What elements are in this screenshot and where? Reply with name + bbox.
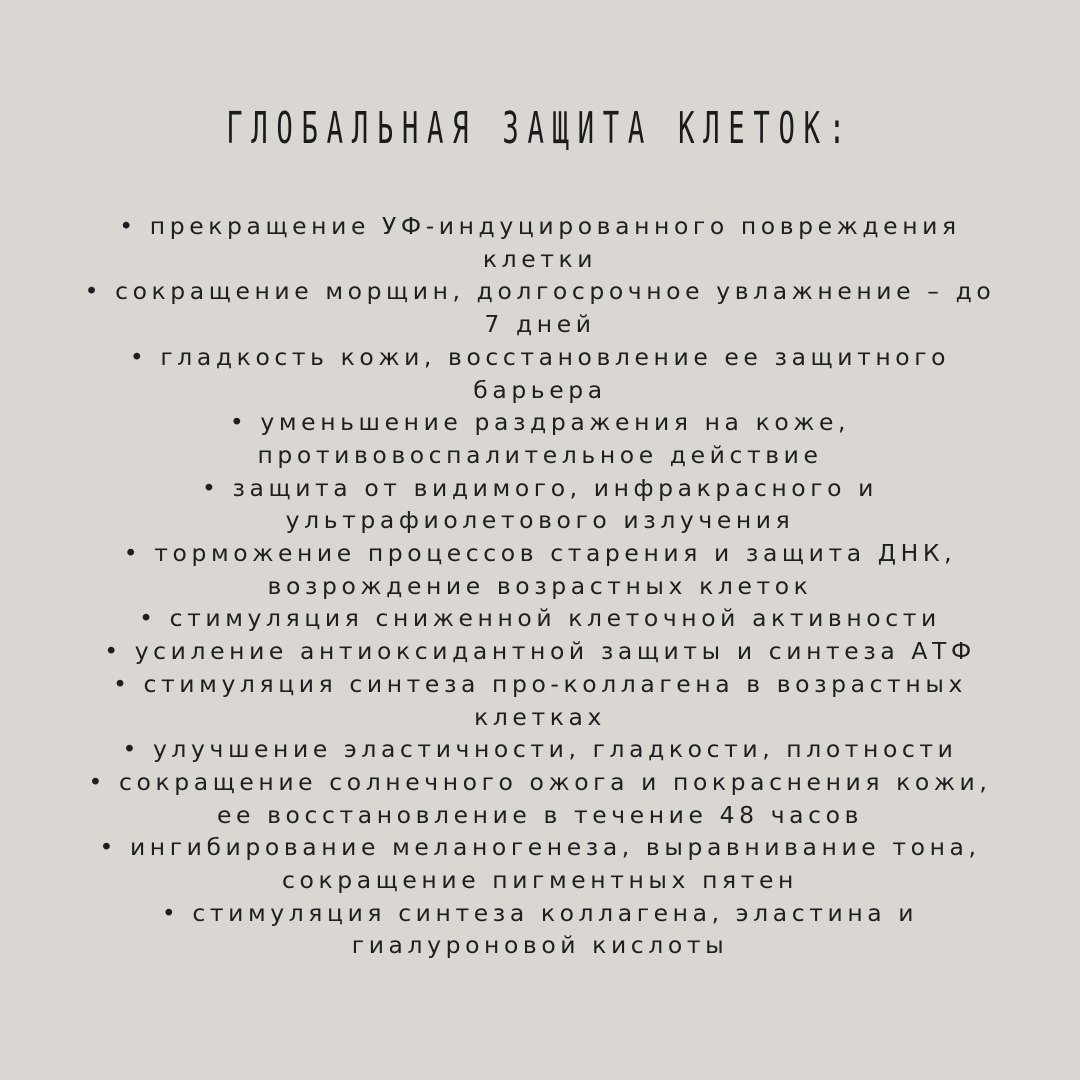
list-item <box>0 602 1080 635</box>
list-item-line: • сокращение солнечного ожога и покраснения кожи, <box>88 767 992 796</box>
list-item-line: 7 дней <box>484 310 596 339</box>
list-item <box>0 733 1080 766</box>
list-item-line: • гладкость кожи, восстановление ее защитного <box>129 342 951 371</box>
list-item-line: возрождение возрастных клеток <box>267 571 813 600</box>
list-item-line: гиалуроновой кислоты <box>351 931 729 960</box>
list-item-line: • торможение процессов старения и защита ДНК, <box>123 539 957 568</box>
list-item-line: • улучшение эластичности, гладкости, плотности <box>122 735 958 764</box>
list-item-line: клетки <box>482 244 598 273</box>
list-item-line: ее восстановление в течение 48 часов <box>217 800 863 829</box>
list-item-line: • уменьшение раздражения на коже, <box>229 408 851 437</box>
list-item-line: клетках <box>474 702 606 731</box>
list-item <box>0 472 1080 537</box>
page-title: ГЛОБАЛЬНАЯ ЗАЩИТА КЛЕТОК: <box>226 103 854 155</box>
list-item-line: сокращение пигментных пятен <box>282 866 798 895</box>
list-item-line: • стимуляция синтеза коллагена, эластина и <box>161 898 919 927</box>
benefits-list <box>0 210 1080 962</box>
list-item <box>0 831 1080 896</box>
list-item <box>0 897 1080 962</box>
list-item <box>0 635 1080 668</box>
list-item-line: • ингибирование меланогенеза, выравнивание тона, <box>99 833 981 862</box>
list-item <box>0 766 1080 831</box>
list-item-line: • прекращение УФ-индуцированного повреждения <box>119 212 961 240</box>
list-item <box>0 537 1080 602</box>
list-item-line: • стимуляция сниженной клеточной активности <box>139 604 941 633</box>
list-item-line: ультрафиолетового излучения <box>285 506 795 535</box>
list-item-line: • сокращение морщин, долгосрочное увлажнение – до <box>84 277 996 306</box>
list-item <box>0 406 1080 471</box>
list-item-line: • усиление антиоксидантной защиты и синтеза АТФ <box>104 637 976 666</box>
list-item-line: • стимуляция синтеза про-коллагена в возрастных <box>113 669 967 698</box>
list-item <box>0 275 1080 340</box>
list-item-line: • защита от видимого, инфракрасного и <box>201 473 879 502</box>
list-item <box>0 341 1080 406</box>
list-item-line: противовоспалительное действие <box>257 440 823 469</box>
list-item <box>0 668 1080 733</box>
list-item <box>0 210 1080 275</box>
list-item-line: барьера <box>473 375 607 404</box>
